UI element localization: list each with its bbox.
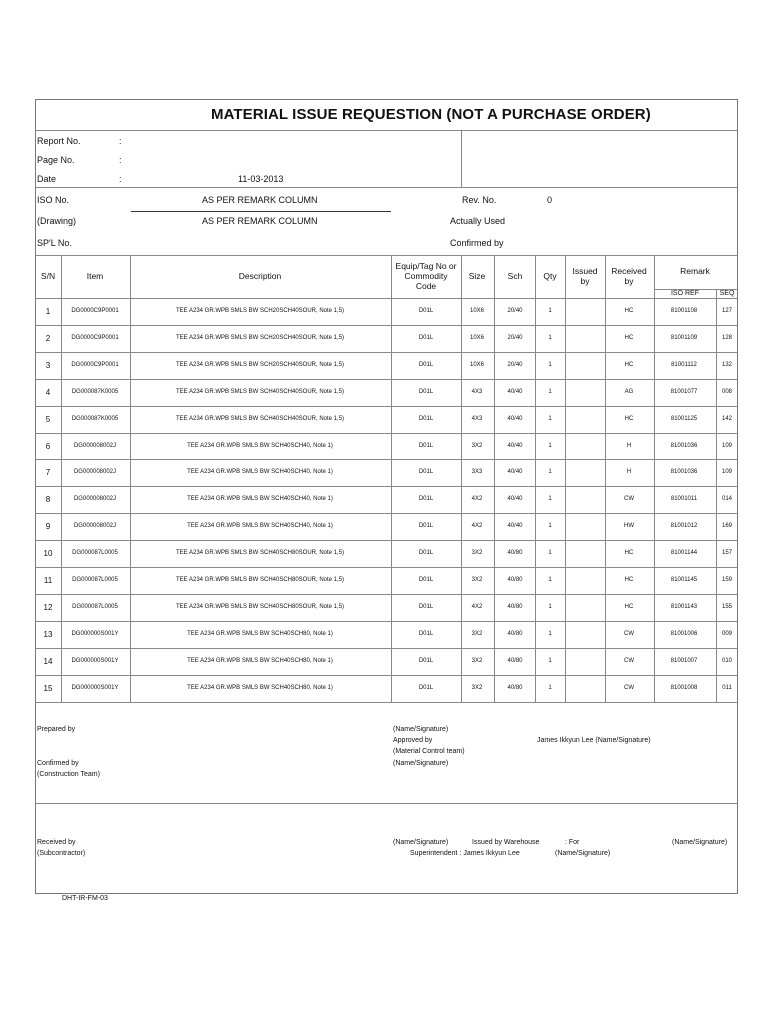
date-label: Date [37, 174, 57, 184]
cell-size: 3X2 [471, 550, 483, 557]
received-by-label: Received by [37, 839, 76, 846]
row-divider [35, 433, 738, 434]
material-control-label: (Material Control team) [393, 748, 465, 755]
cell-item: DG000087L0005 [72, 603, 118, 610]
table-top-border [35, 255, 738, 256]
rev-no-label: Rev. No. [462, 195, 497, 205]
cell-size: 3X2 [471, 630, 483, 637]
cell-sn: 15 [43, 683, 53, 693]
cell-received-by: HC [624, 361, 634, 368]
rev-no-value: 0 [547, 195, 553, 205]
row-divider [35, 325, 738, 326]
col-divider [461, 255, 462, 702]
cell-received-by: HC [624, 603, 634, 610]
construction-team-label: (Construction Team) [37, 771, 100, 778]
cell-seq: 109 [721, 469, 733, 476]
row-divider [35, 406, 738, 407]
table-bottom-border [35, 702, 738, 703]
col-divider [61, 255, 62, 702]
col-divider [391, 255, 392, 702]
page-no-label: Page No. [37, 155, 75, 165]
cell-qty: 1 [548, 496, 552, 503]
divider [461, 130, 462, 187]
cell-description: TEE A234 GR.WPB SMLS BW SCH40SCH40, Note 1) [187, 496, 333, 503]
cell-seq: 011 [722, 684, 732, 691]
header-iso-ref: ISO REF [670, 290, 700, 297]
cell-seq: 157 [721, 550, 733, 557]
name-signature: (Name/Signature) [393, 726, 449, 733]
cell-item: DG0000C9P0001 [71, 308, 119, 314]
header-received-line2: by [624, 276, 634, 286]
cell-iso-ref: 81001125 [670, 415, 698, 422]
date-value: 11-03-2013 [238, 174, 284, 184]
col-divider [130, 255, 131, 702]
confirmed-by-sign-label: Confirmed by [37, 760, 79, 767]
cell-sch: 40/40 [507, 388, 523, 395]
cell-seq: 010 [721, 657, 733, 664]
row-divider [35, 459, 738, 460]
confirmed-by-label: Confirmed by [450, 238, 504, 248]
cell-sn: 1 [45, 307, 51, 316]
cell-received-by: CW [624, 657, 634, 664]
row-divider [35, 513, 738, 514]
cell-sn: 4 [45, 387, 51, 397]
header-equip-line1: Equip/Tag No or [395, 261, 457, 271]
header-issued-line2: by [580, 276, 590, 286]
header-item: Item [86, 271, 104, 281]
colon: : [119, 136, 122, 146]
header-description: Description [238, 271, 282, 281]
superintendent-label: Superintendent : James Ikkyun Lee [410, 850, 520, 857]
cell-received-by: CW [624, 496, 634, 503]
cell-iso-ref: 81001007 [670, 657, 698, 664]
cell-size: 4X2 [471, 496, 483, 503]
cell-qty: 1 [548, 334, 552, 341]
cell-sch: 20/40 [507, 361, 523, 368]
cell-code: D01L [418, 496, 434, 503]
cell-iso-ref: 81001008 [670, 684, 698, 691]
cell-seq: 127 [721, 308, 733, 314]
header-qty: Qty [543, 271, 557, 281]
cell-received-by: AG [624, 388, 634, 395]
cell-code: D01L [418, 469, 434, 476]
header-issued-line1: Issued [572, 266, 598, 276]
cell-seq: 014 [721, 496, 733, 503]
divider [35, 187, 738, 188]
cell-size: 4X3 [471, 415, 483, 422]
col-divider [654, 255, 655, 702]
cell-size: 10X6 [469, 361, 485, 368]
row-divider [35, 675, 738, 676]
iso-no-value: AS PER REMARK COLUMN [202, 195, 318, 205]
cell-item: DG000000S001Y [71, 630, 119, 637]
cell-seq: 169 [721, 523, 733, 530]
cell-size: 10X6 [469, 308, 485, 314]
header-received-line1: Received [611, 266, 647, 276]
cell-sch: 40/40 [507, 442, 523, 449]
cell-sn: 2 [45, 333, 51, 343]
cell-qty: 1 [548, 388, 552, 395]
cell-size: 3X2 [471, 684, 483, 691]
cell-received-by: HC [624, 550, 634, 557]
cell-description: TEE A234 GR.WPB SMLS BW SCH20SCH40SOUR, Note 1,5) [175, 334, 345, 341]
name-signature: (Name/Signature) [393, 839, 449, 846]
cell-iso-ref: 81001145 [670, 577, 698, 583]
header-size: Size [468, 271, 486, 281]
name-signature: (Name/Signature) [672, 839, 728, 846]
cell-item: DG000087K0005 [71, 415, 119, 422]
drawing-value: AS PER REMARK COLUMN [202, 216, 318, 226]
cell-qty: 1 [548, 657, 552, 664]
cell-description: TEE A234 GR.WPB SMLS BW SCH40SCH80SOUR, Note 1,5) [175, 550, 345, 557]
row-divider [35, 352, 738, 353]
cell-item: DG000008002J [73, 442, 117, 449]
cell-qty: 1 [548, 308, 552, 314]
cell-sn: 6 [45, 441, 51, 451]
colon: : [119, 155, 122, 165]
cell-sn: 5 [45, 414, 51, 424]
form-title: MATERIAL ISSUE REQUESTION (NOT A PURCHASE ORDER) [211, 106, 651, 123]
cell-description: TEE A234 GR.WPB SMLS BW SCH40SCH80SOUR, Note 1,5) [175, 603, 345, 610]
cell-iso-ref: 81001006 [670, 630, 698, 637]
cell-size: 4X3 [471, 388, 483, 395]
spl-no-label: SP'L No. [37, 238, 72, 248]
cell-sch: 40/80 [507, 603, 523, 610]
cell-received-by: HC [624, 308, 634, 314]
cell-sn: 3 [45, 360, 51, 370]
cell-sch: 40/80 [507, 630, 523, 637]
header-seq: SEQ [719, 290, 735, 297]
cell-code: D01L [418, 630, 434, 637]
name-signature: (Name/Signature) [393, 760, 449, 767]
approver-name: James Ikkyun Lee (Name/Signature) [537, 737, 651, 744]
header-equip-line3: Code [415, 281, 437, 291]
cell-qty: 1 [548, 361, 552, 368]
cell-sch: 40/80 [507, 577, 523, 583]
cell-seq: 132 [721, 361, 733, 368]
issued-by-warehouse-label: Issued by Warehouse [472, 839, 540, 846]
actually-used-label: Actually Used [450, 216, 506, 226]
cell-description: TEE A234 GR.WPB SMLS BW SCH40SCH80, Note 1) [187, 657, 333, 664]
cell-item: DG0000C9P0001 [71, 334, 119, 341]
cell-size: 3X2 [471, 657, 483, 664]
cell-received-by: H [626, 442, 632, 449]
table-header-bottom [35, 298, 738, 299]
cell-iso-ref: 81001077 [670, 388, 698, 395]
cell-item: DG000008002J [73, 523, 117, 530]
cell-qty: 1 [548, 469, 552, 476]
cell-sn: 10 [43, 549, 53, 559]
cell-iso-ref: 81001144 [670, 550, 698, 557]
cell-description: TEE A234 GR.WPB SMLS BW SCH40SCH40, Note 1) [187, 442, 333, 449]
cell-size: 4X2 [471, 603, 483, 610]
divider [35, 130, 738, 131]
cell-iso-ref: 81001112 [671, 361, 697, 368]
header-sch: Sch [507, 271, 523, 281]
col-divider [494, 255, 495, 702]
cell-code: D01L [418, 388, 434, 395]
cell-qty: 1 [548, 603, 552, 610]
cell-description: TEE A234 GR.WPB SMLS BW SCH40SCH40, Note 1) [187, 523, 333, 530]
cell-code: D01L [418, 577, 434, 583]
cell-seq: 008 [721, 388, 733, 395]
cell-size: 3X2 [471, 577, 483, 583]
cell-qty: 1 [548, 442, 552, 449]
row-divider [35, 621, 738, 622]
cell-received-by: CW [624, 630, 634, 637]
cell-item: DG000008002J [73, 496, 117, 503]
cell-description: TEE A234 GR.WPB SMLS BW SCH20SCH40SOUR, Note 1,5) [175, 308, 345, 314]
cell-code: D01L [418, 684, 434, 691]
cell-description: TEE A234 GR.WPB SMLS BW SCH20SCH40SOUR, Note 1,5) [175, 361, 345, 368]
cell-iso-ref: 81001036 [670, 442, 698, 449]
cell-qty: 1 [548, 415, 552, 422]
cell-received-by: HC [624, 334, 634, 341]
name-signature: (Name/Signature) [555, 850, 611, 857]
cell-received-by: HC [624, 577, 634, 583]
prepared-by-label: Prepared by [37, 726, 76, 733]
form-code: DHT-IR-FM-03 [62, 895, 108, 902]
cell-sch: 40/40 [507, 469, 523, 476]
cell-item: DG000008002J [73, 469, 117, 476]
cell-description: TEE A234 GR.WPB SMLS BW SCH40SCH80SOUR, Note 1,5) [175, 577, 345, 583]
cell-item: DG0000C9P0001 [71, 361, 119, 368]
cell-item: DG000087L0005 [72, 550, 118, 557]
cell-item: DG000000S001Y [71, 684, 119, 691]
cell-sn: 13 [43, 629, 53, 639]
divider [35, 803, 738, 804]
cell-seq: 009 [721, 630, 733, 637]
approved-by-label: Approved by [393, 737, 433, 744]
cell-sch: 40/80 [507, 657, 523, 664]
row-divider [35, 567, 738, 568]
col-divider [605, 255, 606, 702]
cell-sch: 40/40 [507, 523, 523, 530]
cell-sch: 40/40 [507, 496, 523, 503]
cell-seq: 142 [721, 415, 733, 422]
cell-sn: 8 [45, 495, 51, 505]
cell-description: TEE A234 GR.WPB SMLS BW SCH40SCH40SOUR, Note 1,5) [175, 388, 345, 395]
cell-received-by: HW [624, 523, 634, 530]
cell-sn: 9 [45, 522, 51, 532]
col-divider [535, 255, 536, 702]
cell-code: D01L [418, 308, 434, 314]
col-divider [565, 255, 566, 702]
underline [131, 211, 391, 212]
cell-iso-ref: 81001012 [670, 523, 698, 530]
cell-item: DG000087L0005 [72, 577, 118, 583]
cell-sn: 11 [43, 576, 53, 585]
cell-size: 4X2 [471, 523, 483, 530]
cell-received-by: CW [624, 684, 634, 691]
row-divider [35, 540, 738, 541]
header-equip-line2: Commodity [404, 271, 448, 281]
cell-size: 3X2 [471, 442, 483, 449]
cell-sn: 12 [43, 602, 53, 612]
cell-qty: 1 [548, 550, 552, 557]
row-divider [35, 379, 738, 380]
cell-item: DG000087K0005 [71, 388, 119, 395]
cell-qty: 1 [548, 577, 552, 583]
row-divider [35, 648, 738, 649]
cell-iso-ref: 81001036 [670, 469, 698, 476]
cell-code: D01L [418, 361, 434, 368]
cell-sch: 40/80 [507, 684, 523, 691]
cell-code: D01L [418, 603, 434, 610]
cell-iso-ref: 81001109 [670, 334, 698, 341]
iso-no-label: ISO No. [37, 195, 70, 205]
for-label: : For [565, 839, 580, 846]
cell-sn: 14 [43, 656, 53, 666]
cell-size: 10X6 [469, 334, 485, 341]
cell-item: DG000000S001Y [71, 657, 119, 664]
cell-description: TEE A234 GR.WPB SMLS BW SCH40SCH80, Note 1) [187, 684, 333, 691]
subcontractor-label: (Subcontractor) [37, 850, 86, 857]
header-remark: Remark [680, 266, 710, 276]
cell-sch: 20/40 [507, 334, 523, 341]
cell-seq: 109 [721, 442, 733, 449]
cell-seq: 155 [721, 603, 733, 610]
cell-qty: 1 [548, 630, 552, 637]
cell-sn: 7 [45, 468, 51, 478]
cell-description: TEE A234 GR.WPB SMLS BW SCH40SCH80, Note 1) [187, 630, 333, 637]
cell-sch: 20/40 [507, 308, 523, 314]
cell-iso-ref: 81001011 [670, 496, 698, 503]
cell-code: D01L [418, 657, 434, 664]
cell-sch: 40/80 [507, 550, 523, 557]
row-divider [35, 486, 738, 487]
cell-qty: 1 [548, 523, 552, 530]
report-no-label: Report No. [37, 136, 81, 146]
cell-iso-ref: 81001143 [670, 603, 698, 610]
cell-received-by: HC [624, 415, 634, 422]
header-sn: S/N [40, 271, 56, 281]
cell-code: D01L [418, 334, 434, 341]
row-divider [35, 594, 738, 595]
cell-received-by: H [626, 469, 632, 476]
cell-size: 3X3 [471, 469, 483, 476]
cell-code: D01L [418, 523, 434, 530]
cell-description: TEE A234 GR.WPB SMLS BW SCH40SCH40SOUR, Note 1,5) [175, 415, 345, 422]
cell-iso-ref: 81001108 [670, 308, 698, 314]
drawing-label: (Drawing) [37, 216, 77, 226]
cell-description: TEE A234 GR.WPB SMLS BW SCH40SCH40, Note 1) [187, 469, 333, 476]
cell-qty: 1 [548, 684, 552, 691]
cell-sch: 40/40 [507, 415, 523, 422]
cell-code: D01L [418, 415, 434, 422]
cell-code: D01L [418, 442, 434, 449]
colon: : [119, 174, 122, 184]
cell-code: D01L [418, 550, 434, 557]
cell-seq: 159 [721, 577, 733, 583]
cell-seq: 128 [721, 334, 733, 341]
